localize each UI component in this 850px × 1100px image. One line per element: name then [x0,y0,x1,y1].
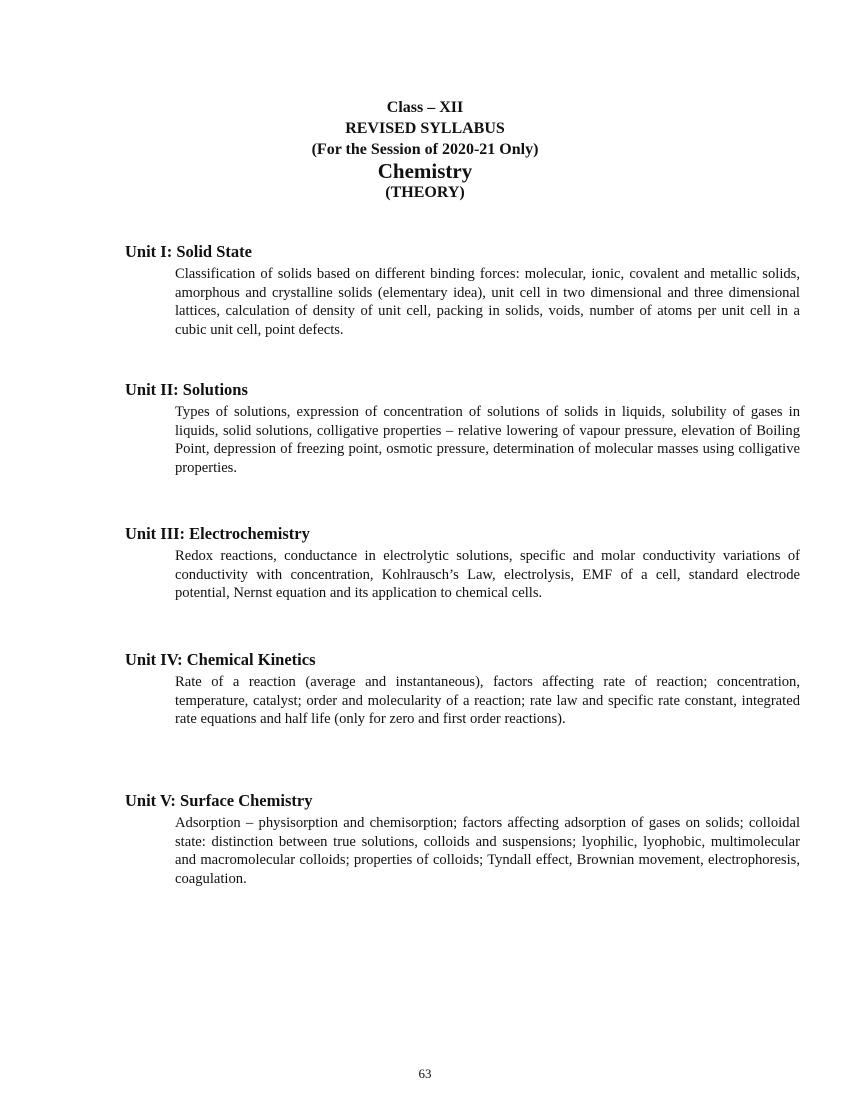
unit-content: Adsorption – physisorption and chemisorption; factors affecting adsorption of gases on solids; colloidal state: distinction between true solutions, colloids and suspensions; lyophilic, lyophobic, multimolecular and macromolecular colloids; properties of colloids; Tyndall effect, Brownian movement, electrophoresis, coagulation. [175,815,800,887]
unit-title: Unit I: Solid State [125,242,252,261]
unit-section-1 [125,242,800,339]
unit-content: Classification of solids based on different binding forces: molecular, ionic, covalent and metallic solids, amorphous and crystalline solids (elementary idea), unit cell in two dimensional and three dimensional lattices, calculation of density of unit cell, packing in solids, voids, number of atoms per unit cell in a cubic unit cell, point defects. [175,266,800,338]
unit-title: Unit IV: Chemical Kinetics [125,650,316,669]
session-line: (For the Session of 2020-21 Only) [311,141,539,158]
theory-line: (THEORY) [385,184,465,201]
unit-title: Unit III: Electrochemistry [125,524,310,543]
unit-section-5 [125,791,800,888]
document-header [0,97,850,203]
unit-content: Rate of a reaction (average and instantaneous), factors affecting rate of reaction; concentration, temperature, catalyst; order and molecularity of a reaction; rate law and specific rate constant, integrated rate equations and half life (only for zero and first order reactions). [175,674,800,727]
class-line: Class – XII [386,99,464,116]
unit-title: Unit II: Solutions [125,380,248,399]
subject-title: Chemistry [377,159,473,183]
page-number: 63 [418,1066,432,1081]
unit-content: Types of solutions, expression of concentration of solutions of solids in liquids, solubility of gases in liquids, solid solutions, colligative properties – relative lowering of vapour pressure, elevation of Boiling Point, depression of freezing point, osmotic pressure, determination of molecular masses using colligative properties. [175,404,800,476]
unit-content: Redox reactions, conductance in electrolytic solutions, specific and molar conductivity variations of conductivity with concentration, Kohlrausch’s Law, electrolysis, EMF of a cell, standard electrode potential, Nernst equation and its application to chemical cells. [175,548,800,601]
revised-syllabus-line: REVISED SYLLABUS [345,120,505,137]
unit-section-2 [125,380,800,477]
unit-title: Unit V: Surface Chemistry [125,791,313,810]
unit-section-3 [125,524,800,603]
unit-section-4 [125,650,800,729]
